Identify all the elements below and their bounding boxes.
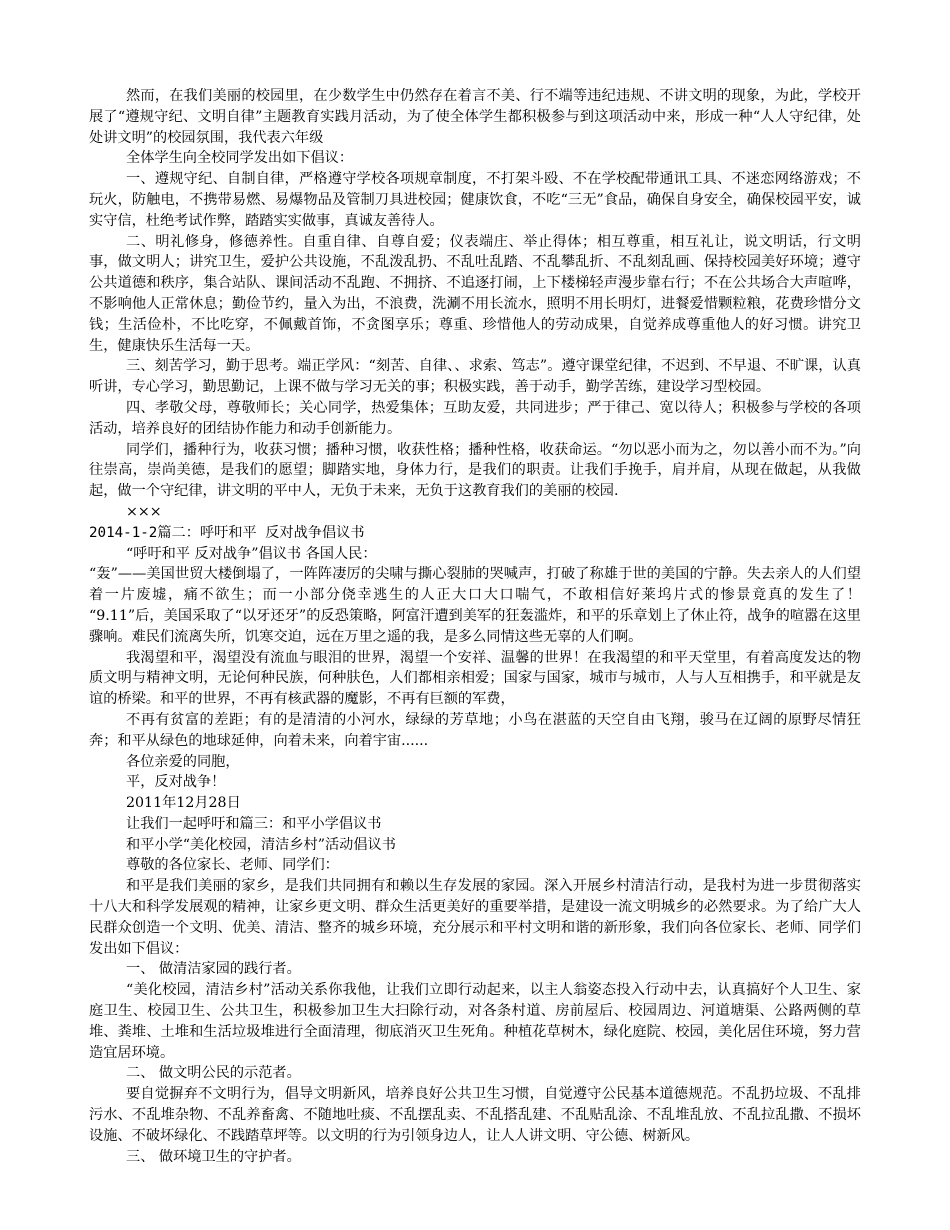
date-line: 2011年12月28日 — [126, 795, 241, 812]
subheading-civilized-citizen: 二、 做文明公民的示范者。 — [126, 1065, 301, 1082]
salutation: 尊敬的各位家长、老师、同学们： — [126, 857, 339, 874]
school-proposal-title: 和平小学“美化校园，清洁乡村”活动倡议书 — [126, 836, 396, 853]
paragraph-point-two: 二、明礼修身，修德养性。自重自律、自尊自爱；仪表端庄、举止得体；相互尊重，相互礼让，说文明话，行文明事，做文明人；讲究卫生，爱护公共设施，不乱泼乱扔、不乱吐乱踏、不乱攀乱折、不乱刻乱画、保持校园美好环境；遵守公共道德和秩序，集合站队、课间活动不乱跑、不拥挤、不追逐打闹，上下楼梯轻声漫步靠右行；不在公共场合大声喧哗，不影响他人正常休息；勤俭节约，量入为出，不浪费，洗涮不用长流水，照明不用长明灯，进餐爱惜颗粒粮，花费珍惜分文钱；生活俭朴，不比吃穿，不佩戴首饰，不贪图享乐；尊重、珍惜他人的劳动成果，自觉养成尊重他人的好习惯。讲究卫生，健康快乐生活每一天。 — [89, 233, 861, 354]
subheading-environment-guardian: 三、 做环境卫生的守护者。 — [126, 1148, 301, 1165]
paragraph-proposal-lead: 全体学生向全校同学发出如下倡议： — [126, 150, 354, 167]
paragraph-no-poverty: 不再有贫富的差距；有的是清清的小河水，绿绿的芳草地；小鸟在湛蓝的天空自由飞翔，骏马在辽阔的原野尽情狂奔；和平从绿色的地球延伸，向着未来，向着宇宙...... — [89, 711, 861, 749]
paragraph-intro: 然而，在我们美丽的校园里，在少数学生中仍然存在着言不美、行不端等违纪违规、不讲文明的现象，为此，学校开展了“遵规守纪、文明自律”主题教育实践月活动，为了使全体学生都积极参与到这项活动中来，形成一种“人人守纪律，处处讲文明”的校园氛围，我代表六年级 — [89, 88, 861, 146]
section-three-heading: 让我们一起呼吁和篇三：和平小学倡议书 — [126, 815, 382, 832]
section-two-heading: 2014-1-2篇二：呼吁和平 反对战争倡议书 — [89, 524, 365, 541]
peace-proposal-title: “呼吁和平 反对战争”倡议书 各国人民： — [126, 545, 377, 562]
paragraph-closing: 同学们，播种行为，收获习惯；播种习惯，收获性格；播种性格，收获命运。“勿以恶小而为之，勿以善小而不为。”向往崇高，崇尚美德，是我们的愿望；脚踏实地，身体力行，是我们的职责。让我们手挽手，肩并肩，从现在做起，从我做起，做一个守纪律，讲文明的平中人，无负于未来，无负于这教育我们的美丽的校园. — [89, 441, 861, 500]
subheading-clean-home: 一、 做清洁家园的践行者。 — [126, 961, 301, 978]
greeting-compatriots: 各位亲爱的同胞， — [126, 753, 240, 770]
document-body — [89, 86, 861, 1167]
paragraph-911: “轰”——美国世贸大楼倒塌了，一阵阵凄厉的尖啸与撕心裂肺的哭喊声，打破了称雄于世的美国的宁静。失去亲人的人们望着一片废墟，痛不欲生；而一小部分侥幸逃生的人正大口大口喘气，不敢相信好莱坞片式的惨景竟真的发生了！ “9.11”后，美国采取了“以牙还牙”的反恐策略，阿富汗遭到美军的狂轰滥炸，和平的乐章划上了休止符，战争的喧嚣在这里骤响。难民们流离失所，饥寒交迫，远在万里之遥的我，是多么同情这些无辜的人们啊。 — [89, 566, 861, 645]
paragraph-hometown: 和平是我们美丽的家乡，是我们共同拥有和赖以生存发展的家园。深入开展乡村清洁行动，是我村为进一步贯彻落实十八大和科学发展观的精神，让家乡更文明、群众生活更美好的重要举措，是建设一流文明城乡的必然要求。为了给广大人民群众创造一个文明、优美、清洁、整齐的城乡环境，充分展示和平村文明和谐的新形象，我们向各位家长、老师、同学们发出如下倡议： — [89, 878, 861, 957]
paragraph-point-one: 一、遵规守纪、自制自律，严格遵守学校各项规章制度，不打架斗殴、不在学校配带通讯工具、不迷恋网络游戏；不玩火，防触电，不携带易燃、易爆物品及管制刀具进校园；健康饮食，不吃“三无”食品，确保自身安全，确保校园平安，诚实守信，杜绝考试作弊，踏踏实实做事，真诚友善待人。 — [89, 171, 861, 229]
slogan-oppose-war: 平，反对战争！ — [126, 774, 226, 791]
paragraph-civilized-behavior: 要自觉摒弃不文明行为，倡导文明新风，培养良好公共卫生习惯，自觉遵守公民基本道德规范。不乱扔垃圾、不乱排污水、不乱堆杂物、不乱养畜禽、不随地吐痰、不乱摆乱卖、不乱搭乱建、不乱贴乱涂、不乱堆乱放、不乱拉乱撒、不损坏设施、不破坏绿化、不践踏草坪等。以文明的行为引领身边人，让人人讲文明、守公德、树新风。 — [89, 1086, 861, 1144]
signature-placeholder: ××× — [126, 503, 162, 520]
paragraph-point-three: 三、刻苦学习，勤于思考。端正学风：“刻苦、自律、、求索、笃志”。遵守课堂纪律，不迟到、不早退、不旷课，认真听讲，专心学习，勤思勤记，上课不做与学习无关的事；积极实践，善于动手，勤学苦练，建设学习型校园。 — [89, 358, 861, 396]
paragraph-clean-action: “美化校园，清洁乡村”活动关系你我他，让我们立即行动起来，以主人翁姿态投入行动中去，认真搞好个人卫生、家庭卫生、校园卫生、公共卫生，积极参加卫生大扫除行动，对各条村道、房前屋后、校园周边、河道塘渠、公路两侧的草堆、粪堆、土堆和生活垃圾堆进行全面清理，彻底消灭卫生死角。种植花草树木，绿化庭院、校园，美化居住环境，努力营造宜居环境。 — [89, 982, 861, 1061]
paragraph-longing-peace: 我渴望和平，渴望没有流血与眼泪的世界，渴望一个安祥、温馨的世界！在我渴望的和平天堂里，有着高度发达的物质文明与精神文明，无论何种民族，何种肤色，人们都相亲相爱；国家与国家，城市与城市，人与人互相携手，和平就是友谊的桥梁。和平的世界，不再有核武器的魔影，不再有巨额的军费， — [89, 649, 861, 708]
paragraph-point-four: 四、孝敬父母，尊敬师长；关心同学，热爱集体；互助友爱，共同进步；严于律己、宽以待人；积极参与学校的各项活动，培养良好的团结协作能力和动手创新能力。 — [89, 399, 861, 437]
